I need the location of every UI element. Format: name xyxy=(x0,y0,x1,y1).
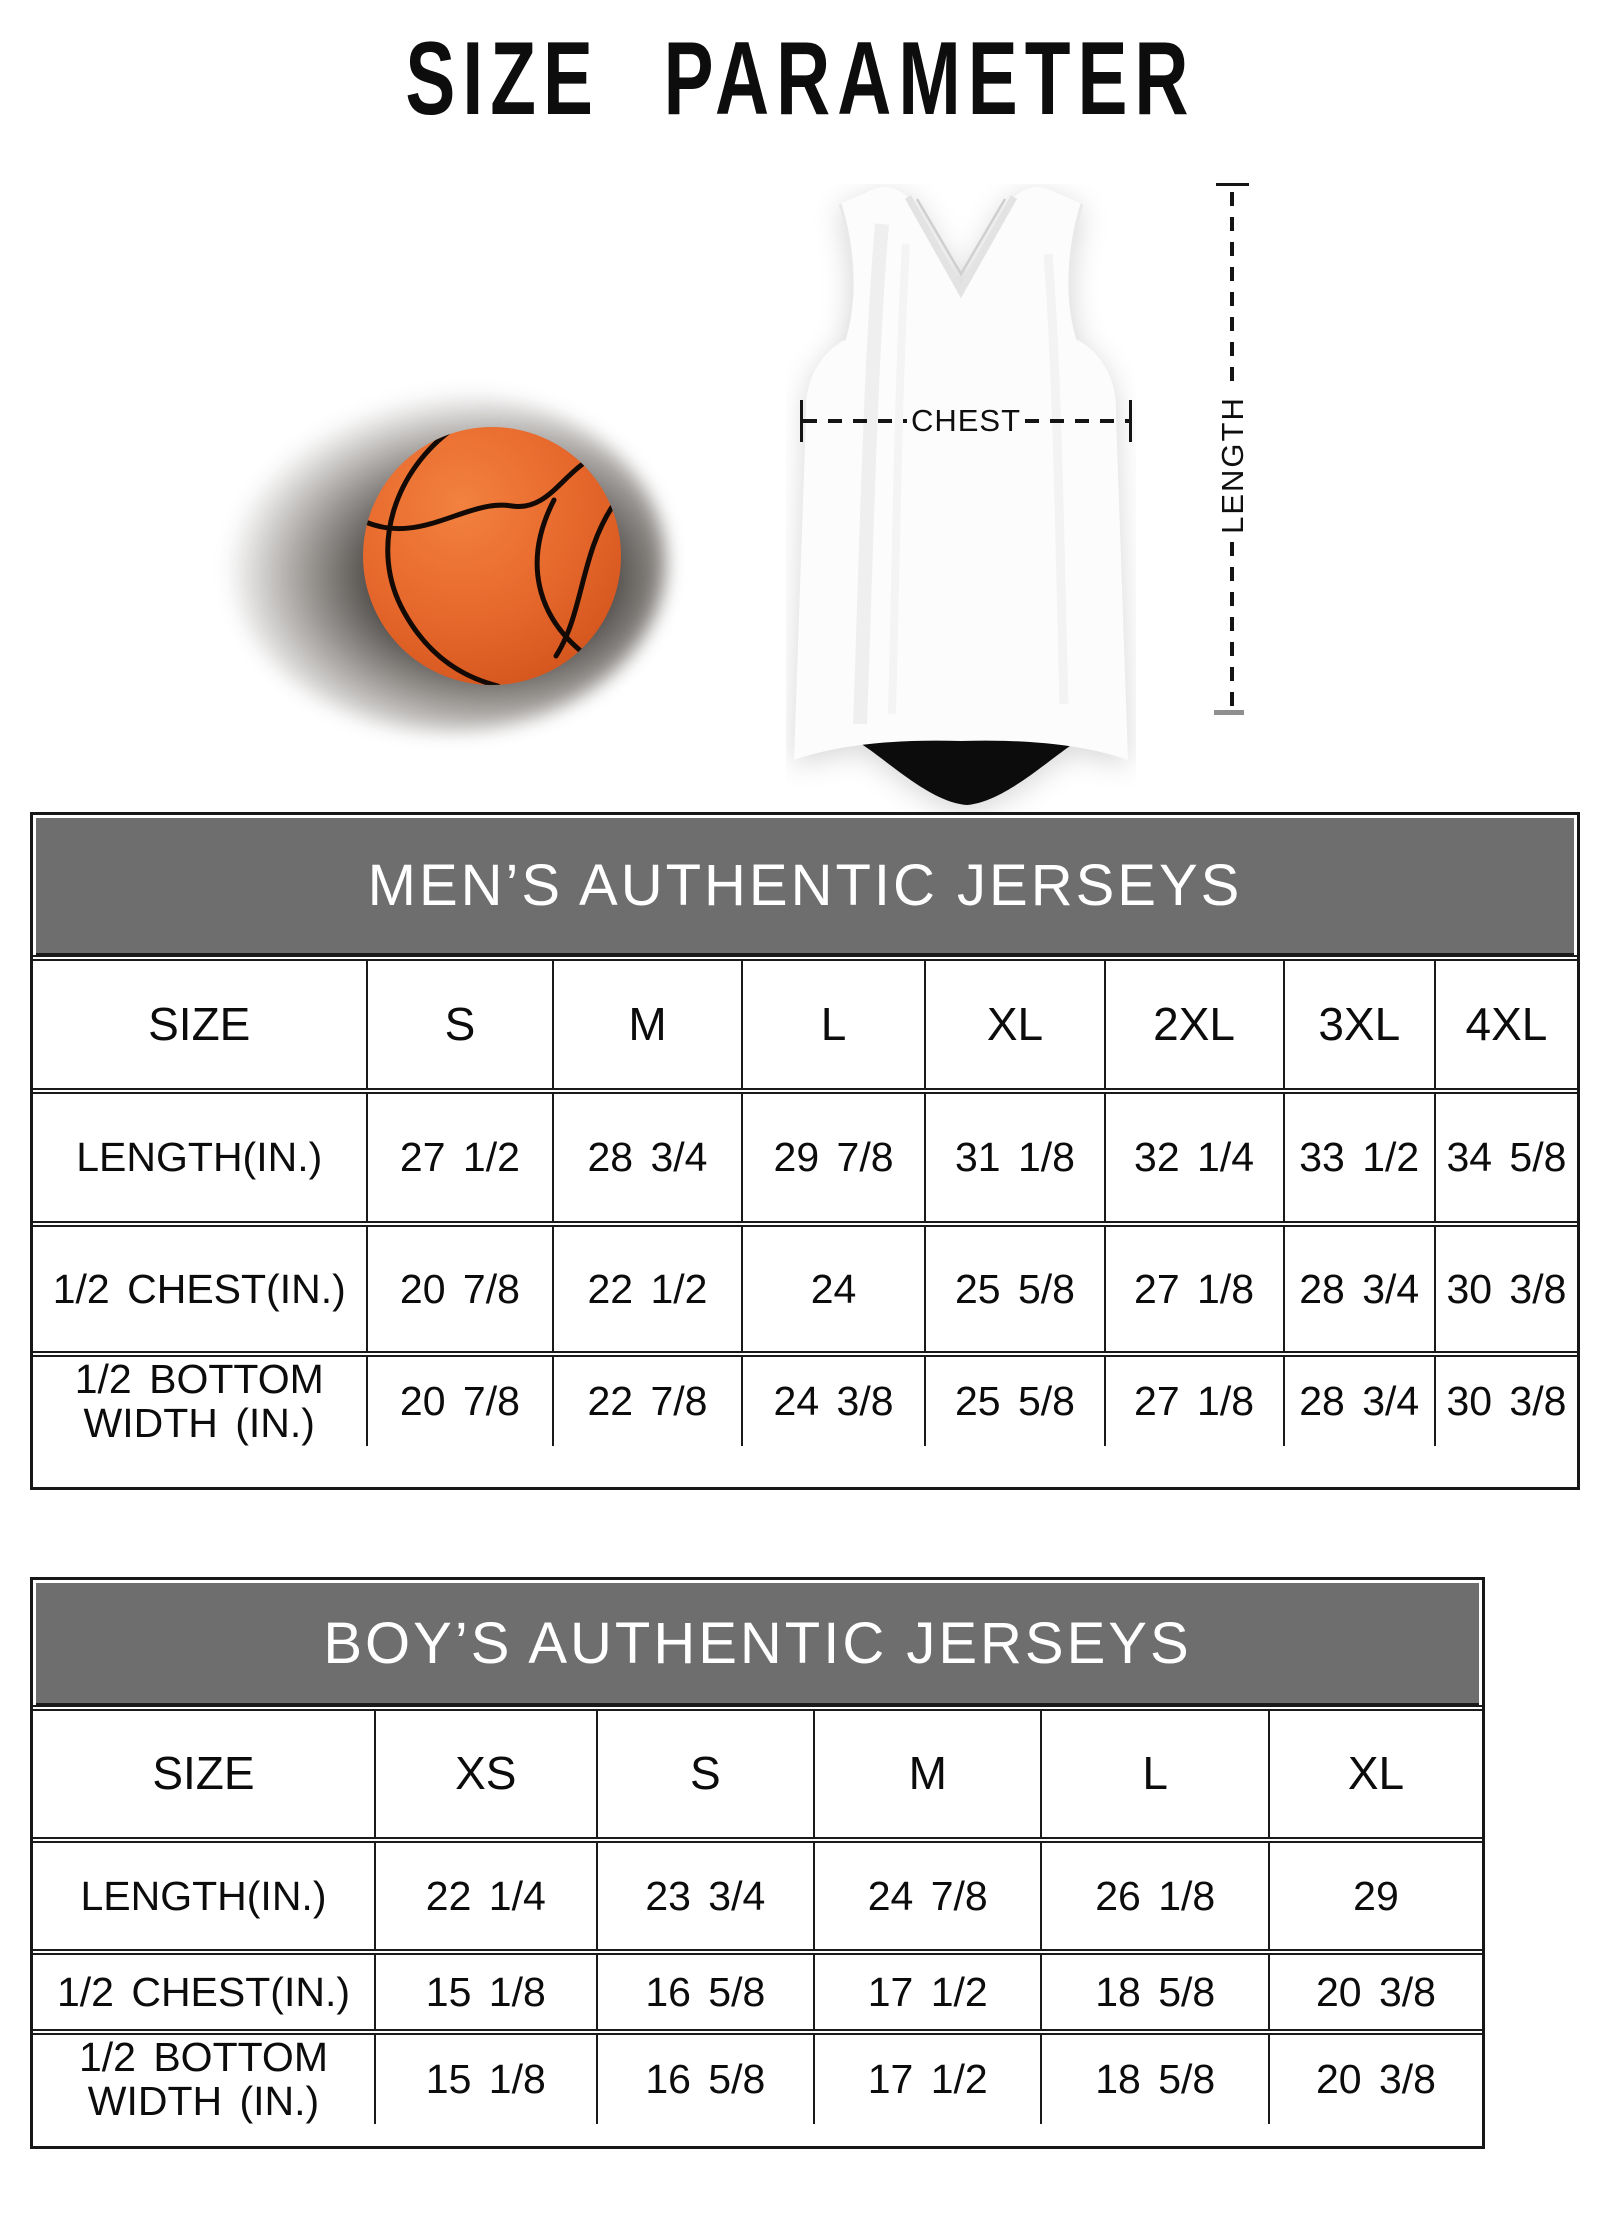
boys-table-title: BOY’S AUTHENTIC JERSEYS xyxy=(323,1610,1192,1676)
size-col-header: L xyxy=(742,958,926,1091)
measurement-row xyxy=(33,1952,1482,2032)
measurement-row-label: 1/2 BOTTOM WIDTH (IN.) xyxy=(33,2032,375,2124)
page-title: SIZE PARAMETER xyxy=(404,21,1196,137)
size-col-header: 2XL xyxy=(1105,958,1284,1091)
chest-measure-line xyxy=(800,400,1132,442)
size-col-header: M xyxy=(814,1708,1041,1840)
measurement-value: 27 1/8 xyxy=(1105,1224,1284,1354)
measurement-value: 25 5/8 xyxy=(925,1224,1104,1354)
mens-size-table xyxy=(30,812,1580,1490)
measurement-value: 32 1/4 xyxy=(1105,1091,1284,1224)
boys-size-table xyxy=(30,1577,1485,2149)
length-label-box xyxy=(1198,392,1268,538)
measurement-value: 29 7/8 xyxy=(742,1091,926,1224)
size-header-row xyxy=(33,958,1577,1091)
measurement-row-label: LENGTH(IN.) xyxy=(33,1840,375,1952)
length-tick-bottom xyxy=(1214,710,1244,715)
measurement-row xyxy=(33,1354,1577,1446)
measurement-value: 24 7/8 xyxy=(814,1840,1041,1952)
size-col-header: S xyxy=(597,1708,814,1840)
mens-table-title-band xyxy=(36,818,1574,955)
measurement-row xyxy=(33,1224,1577,1354)
measurement-value: 34 5/8 xyxy=(1435,1091,1577,1224)
measurement-value: 15 1/8 xyxy=(375,2032,597,2124)
chest-label: CHEST xyxy=(910,403,1022,438)
measurement-value: 24 xyxy=(742,1224,926,1354)
measurement-value: 28 3/4 xyxy=(1284,1354,1435,1446)
measurement-value: 22 1/4 xyxy=(375,1840,597,1952)
size-col-header: M xyxy=(553,958,741,1091)
boys-size-grid xyxy=(33,1705,1482,2124)
mens-table-title: MEN’S AUTHENTIC JERSEYS xyxy=(367,853,1243,918)
length-tick-top xyxy=(1216,183,1249,186)
measurement-value: 28 3/4 xyxy=(553,1091,741,1224)
measurement-value: 20 3/8 xyxy=(1269,1952,1482,2032)
measurement-row-label: 1/2 CHEST(IN.) xyxy=(33,1224,367,1354)
measurement-illustration xyxy=(0,110,1600,820)
measurement-value: 20 7/8 xyxy=(367,1354,554,1446)
measurement-value: 22 1/2 xyxy=(553,1224,741,1354)
measurement-value: 30 3/8 xyxy=(1435,1354,1577,1446)
measurement-row-label: 1/2 BOTTOM WIDTH (IN.) xyxy=(33,1354,367,1446)
measurement-value: 16 5/8 xyxy=(597,2032,814,2124)
measurement-value: 20 7/8 xyxy=(367,1224,554,1354)
measurement-value: 28 3/4 xyxy=(1284,1224,1435,1354)
measurement-value: 23 3/4 xyxy=(597,1840,814,1952)
measurement-row-label: 1/2 CHEST(IN.) xyxy=(33,1952,375,2032)
measurement-row-label: LENGTH(IN.) xyxy=(33,1091,367,1224)
measurement-value: 17 1/2 xyxy=(814,1952,1041,2032)
basketball-icon xyxy=(352,416,632,696)
measurement-value: 16 5/8 xyxy=(597,1952,814,2032)
mens-size-grid xyxy=(33,955,1577,1446)
measurement-row xyxy=(33,1840,1482,1952)
measurement-value: 18 5/8 xyxy=(1041,2032,1268,2124)
measurement-value: 29 xyxy=(1269,1840,1482,1952)
jersey-icon xyxy=(786,184,1136,814)
size-col-header: 4XL xyxy=(1435,958,1577,1091)
measurement-value: 25 5/8 xyxy=(925,1354,1104,1446)
measurement-value: 31 1/8 xyxy=(925,1091,1104,1224)
size-col-header: 3XL xyxy=(1284,958,1435,1091)
chest-dash-right xyxy=(1025,419,1129,423)
size-row-label: SIZE xyxy=(33,958,367,1091)
measurement-value: 27 1/2 xyxy=(367,1091,554,1224)
measurement-value: 22 7/8 xyxy=(553,1354,741,1446)
measurement-value: 30 3/8 xyxy=(1435,1224,1577,1354)
length-dash-upper xyxy=(1230,192,1234,390)
size-col-header: XL xyxy=(925,958,1104,1091)
measurement-value: 15 1/8 xyxy=(375,1952,597,2032)
measurement-value: 27 1/8 xyxy=(1105,1354,1284,1446)
size-col-header: S xyxy=(367,958,554,1091)
measurement-row xyxy=(33,1091,1577,1224)
length-dash-lower xyxy=(1230,542,1234,708)
size-col-header: L xyxy=(1041,1708,1268,1840)
size-col-header: XL xyxy=(1269,1708,1482,1840)
measurement-value: 26 1/8 xyxy=(1041,1840,1268,1952)
measurement-value: 24 3/8 xyxy=(742,1354,926,1446)
measurement-row xyxy=(33,2032,1482,2124)
measurement-value: 33 1/2 xyxy=(1284,1091,1435,1224)
measurement-value: 17 1/2 xyxy=(814,2032,1041,2124)
boys-table-title-band xyxy=(36,1583,1479,1705)
chest-endbar-right xyxy=(1129,400,1132,442)
chest-dash-left xyxy=(803,419,907,423)
size-row-label: SIZE xyxy=(33,1708,375,1840)
length-label: LENGTH xyxy=(1215,396,1250,534)
size-header-row xyxy=(33,1708,1482,1840)
measurement-value: 20 3/8 xyxy=(1269,2032,1482,2124)
measurement-value: 18 5/8 xyxy=(1041,1952,1268,2032)
size-col-header: XS xyxy=(375,1708,597,1840)
